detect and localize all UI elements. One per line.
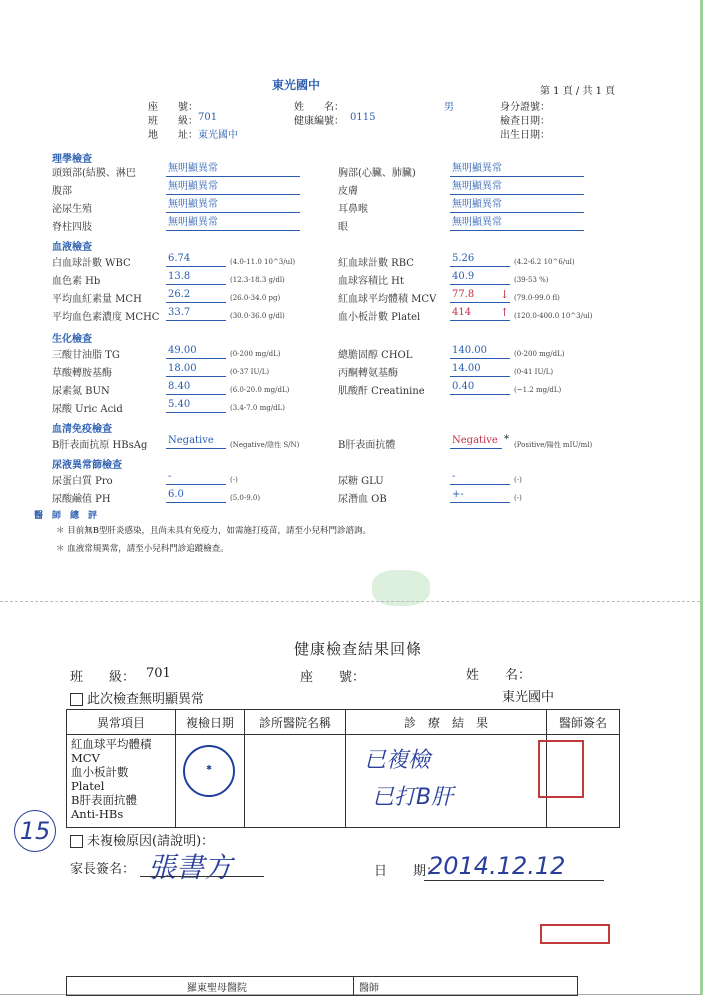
abnormal-item: B肝表面抗體 Anti-HBs [71, 793, 137, 821]
hospital-number-stamp [540, 924, 610, 944]
no-abnormal-checkbox-row[interactable] [70, 688, 204, 707]
col-signature: 醫師簽名 [547, 710, 620, 735]
serum-right-label: B肝表面抗體 [338, 440, 396, 451]
biochem-right-value: 0.40 [450, 380, 510, 395]
summary-note: ＊ 血液常規異常，請至小兒科門診追蹤檢查。 [56, 544, 229, 554]
low-flag-icon: ↓ [500, 288, 510, 301]
tear-line [0, 601, 700, 602]
blood-section-title: 血液檢查 [52, 242, 92, 253]
physical-left-label: 脊柱四肢 [52, 222, 92, 233]
blood-left-label: 平均血紅素量 MCH [52, 294, 142, 305]
blood-left-value: 6.74 [166, 252, 226, 267]
biochem-right-value: 140.00 [450, 344, 510, 359]
id-label: 身分證號： [500, 102, 550, 113]
urine-left-value: - [166, 470, 226, 485]
urine-right-ref: (-) [514, 476, 522, 484]
doctor-seal-stamp [538, 740, 584, 798]
physical-left-label: 頭頸部(結膜、淋巴 [52, 168, 136, 179]
physical-left-value: 無明顯異常 [166, 216, 300, 231]
biochem-right-label: 肌酸酐 Creatinine [338, 386, 425, 397]
biochem-left-ref: (0-200 mg/dL) [230, 350, 281, 358]
name-label: 姓 名： [294, 102, 344, 113]
no-recheck-label: 未複檢原因(請說明)： [87, 834, 215, 849]
physical-left-label: 腹部 [52, 186, 72, 197]
blood-right-label: 紅血球平均體積 MCV [338, 294, 437, 305]
slip-title: 健康檢查結果回條 [294, 640, 423, 658]
blood-right-value-abnormal: 77.8 [450, 288, 510, 303]
biochem-left-label: 草酸轉胺基酶 [52, 368, 112, 379]
footer-doctor-label: 醫師 [359, 983, 379, 994]
serum-left-label: B肝表面抗原 HBsAg [52, 440, 148, 451]
serum-left-value: Negative [166, 434, 226, 449]
blood-right-label: 血小板計數 Platel [338, 312, 421, 323]
serum-right-value-abnormal: Negative [450, 434, 502, 449]
blood-right-ref: (4.2-6.2 10^6/ul) [514, 258, 575, 266]
biochem-left-ref: (0-37 IU/L) [230, 368, 270, 376]
recheck-table [66, 709, 620, 828]
clinic-date-stamp: ✱ [183, 745, 235, 797]
health-no-value: 0115 [350, 112, 376, 123]
footer-hospital: 羅東聖母醫院 [187, 983, 247, 994]
biochem-left-value: 5.40 [166, 398, 226, 413]
abnormal-items-cell [67, 735, 176, 828]
footer-divider [353, 976, 354, 996]
physical-section-title: 理學檢查 [52, 154, 92, 165]
urine-left-label: 尿蛋白質 Pro [52, 476, 113, 487]
physical-left-value: 無明顯異常 [166, 180, 300, 195]
urine-right-label: 尿糖 GLU [338, 476, 384, 487]
biochem-left-label: 尿素氮 BUN [52, 386, 110, 397]
blood-right-ref: (120.0-400.0 10^3/ul) [514, 312, 593, 320]
urine-right-value: - [450, 470, 510, 485]
biochem-left-label: 三酸甘油脂 TG [52, 350, 120, 361]
urine-right-ref: (-) [514, 494, 522, 502]
blood-left-value: 26.2 [166, 288, 226, 303]
blood-left-ref: (30.0-36.0 g/dl) [230, 312, 285, 320]
blood-left-ref: (26.0-34.0 pg) [230, 294, 281, 302]
blood-left-label: 白血球計數 WBC [52, 258, 131, 269]
serum-section-title: 血清免疫檢查 [52, 424, 112, 435]
page-indicator: 第 1 頁 / 共 1 頁 [540, 86, 616, 97]
biochem-right-value: 14.00 [450, 362, 510, 377]
gender-value: 男 [444, 102, 454, 113]
date-label: 日 期： [374, 864, 440, 879]
blood-left-label: 平均血色素濃度 MCHC [52, 312, 160, 323]
blood-right-label: 紅血球計數 RBC [338, 258, 414, 269]
class-label: 班 級： [148, 116, 198, 127]
summary-title: 醫 師 總 評 [34, 511, 98, 521]
result-cell[interactable] [346, 735, 547, 828]
biochem-left-ref: (6.0-20.0 mg/dL) [230, 386, 290, 394]
blood-right-value: 5.26 [450, 252, 510, 267]
physical-right-value: 無明顯異常 [450, 198, 584, 213]
col-result: 診 療 結 果 [346, 710, 547, 735]
parent-label: 家長簽名： [70, 862, 136, 877]
parent-signature[interactable]: 張書方 [148, 851, 233, 884]
date-line [424, 880, 604, 881]
serum-left-ref: (Negative/陰性 S/N) [230, 441, 300, 449]
blood-right-label: 血球容積比 Ht [338, 276, 404, 287]
biochem-right-ref: (0-200 mg/dL) [514, 350, 565, 358]
slip-class-label: 班 級： [70, 670, 136, 685]
blood-left-value: 33.7 [166, 306, 226, 321]
birth-label: 出生日期： [500, 130, 550, 141]
biochem-section-title: 生化檢查 [52, 334, 92, 345]
blood-right-value: 40.9 [450, 270, 510, 285]
summary-note: ＊ 目前無B型肝炎感染，且尚未具有免疫力，如需施打疫苗，請至小兒科門診諮詢。 [56, 526, 371, 536]
no-recheck-checkbox[interactable] [70, 835, 83, 848]
physical-left-value: 無明顯異常 [166, 162, 300, 177]
urine-left-value: 6.0 [166, 488, 226, 503]
school-title: 東光國中 [272, 78, 321, 92]
clinic-name-cell[interactable] [245, 735, 346, 828]
physical-right-label: 耳鼻喉 [338, 204, 368, 215]
physical-right-value: 無明顯異常 [450, 216, 584, 231]
exam-date-label: 檢查日期： [500, 116, 550, 127]
slip-name-label: 姓 名： [466, 668, 532, 683]
abnormal-asterisk: * [504, 434, 509, 445]
biochem-right-ref: (0-41 IU/L) [514, 368, 554, 376]
handwritten-result: 已複檢 [364, 748, 431, 773]
biochem-left-value: 8.40 [166, 380, 226, 395]
physical-right-value: 無明顯異常 [450, 180, 584, 195]
urine-section-title: 尿液異常篩檢查 [52, 460, 122, 471]
urine-left-ref: (-) [230, 476, 238, 484]
biochem-right-label: 丙酮轉氨基酶 [338, 368, 398, 379]
slip-seat-label: 座 號： [300, 670, 366, 685]
physical-left-value: 無明顯異常 [166, 198, 300, 213]
blood-left-ref: (12.3-18.3 g/dl) [230, 276, 285, 284]
col-clinic: 診所醫院名稱 [245, 710, 346, 735]
handwritten-result: 已打B肝 [372, 785, 454, 810]
urine-left-ref: (5.0-9.0) [230, 494, 261, 502]
health-no-label: 健康編號： [294, 116, 344, 127]
col-item: 異常項目 [67, 710, 176, 735]
parent-signature-line [140, 876, 264, 877]
urine-right-value: +- [450, 488, 510, 503]
biochem-right-ref: (~1.2 mg/dL) [514, 386, 562, 394]
abnormal-item: 紅血球平均體積 MCV [71, 737, 152, 765]
physical-right-label: 胸部(心臟、肺臟) [338, 168, 416, 179]
physical-left-label: 泌尿生殖 [52, 204, 92, 215]
serum-right-ref: (Positive/陽性 mIU/ml) [514, 441, 593, 449]
biochem-left-label: 尿酸 Uric Acid [52, 404, 123, 415]
address-value: 東光國中 [198, 130, 238, 141]
date-value[interactable]: 2014.12.12 [428, 852, 566, 880]
blood-right-ref: (39-53 %) [514, 276, 549, 284]
col-date: 複檢日期 [176, 710, 245, 735]
physical-right-label: 皮膚 [338, 186, 358, 197]
class-value: 701 [198, 112, 218, 123]
seat-label: 座 號： [148, 102, 198, 113]
blood-right-ref: (79.0-99.0 fl) [514, 294, 560, 302]
biochem-left-ref: (3.4-7.0 mg/dL) [230, 404, 285, 412]
physical-right-value: 無明顯異常 [450, 162, 584, 177]
biochem-right-label: 總膽固醇 CHOL [338, 350, 413, 361]
slip-class-value: 701 [146, 666, 171, 681]
blood-left-label: 血色素 Hb [52, 276, 101, 287]
handwritten-side-mark: 15 [14, 810, 56, 852]
biochem-left-value: 49.00 [166, 344, 226, 359]
urine-right-label: 尿潛血 OB [338, 494, 387, 505]
blood-right-value-abnormal: 414 [450, 306, 510, 321]
no-abnormal-checkbox[interactable] [70, 693, 83, 706]
slip-school: 東光國中 [502, 690, 555, 705]
physical-right-label: 眼 [338, 222, 348, 233]
blood-left-value: 13.8 [166, 270, 226, 285]
abnormal-item: 血小板計數 Platel [71, 765, 129, 793]
footer-box [66, 976, 578, 996]
high-flag-icon: ↑ [500, 306, 510, 319]
no-abnormal-label: 此次檢查無明顯異常 [87, 692, 205, 707]
urine-left-label: 尿酸鹼值 PH [52, 494, 111, 505]
address-label: 地 址： [148, 130, 198, 141]
biochem-left-value: 18.00 [166, 362, 226, 377]
blood-left-ref: (4.0-11.0 10^3/ul) [230, 258, 296, 266]
